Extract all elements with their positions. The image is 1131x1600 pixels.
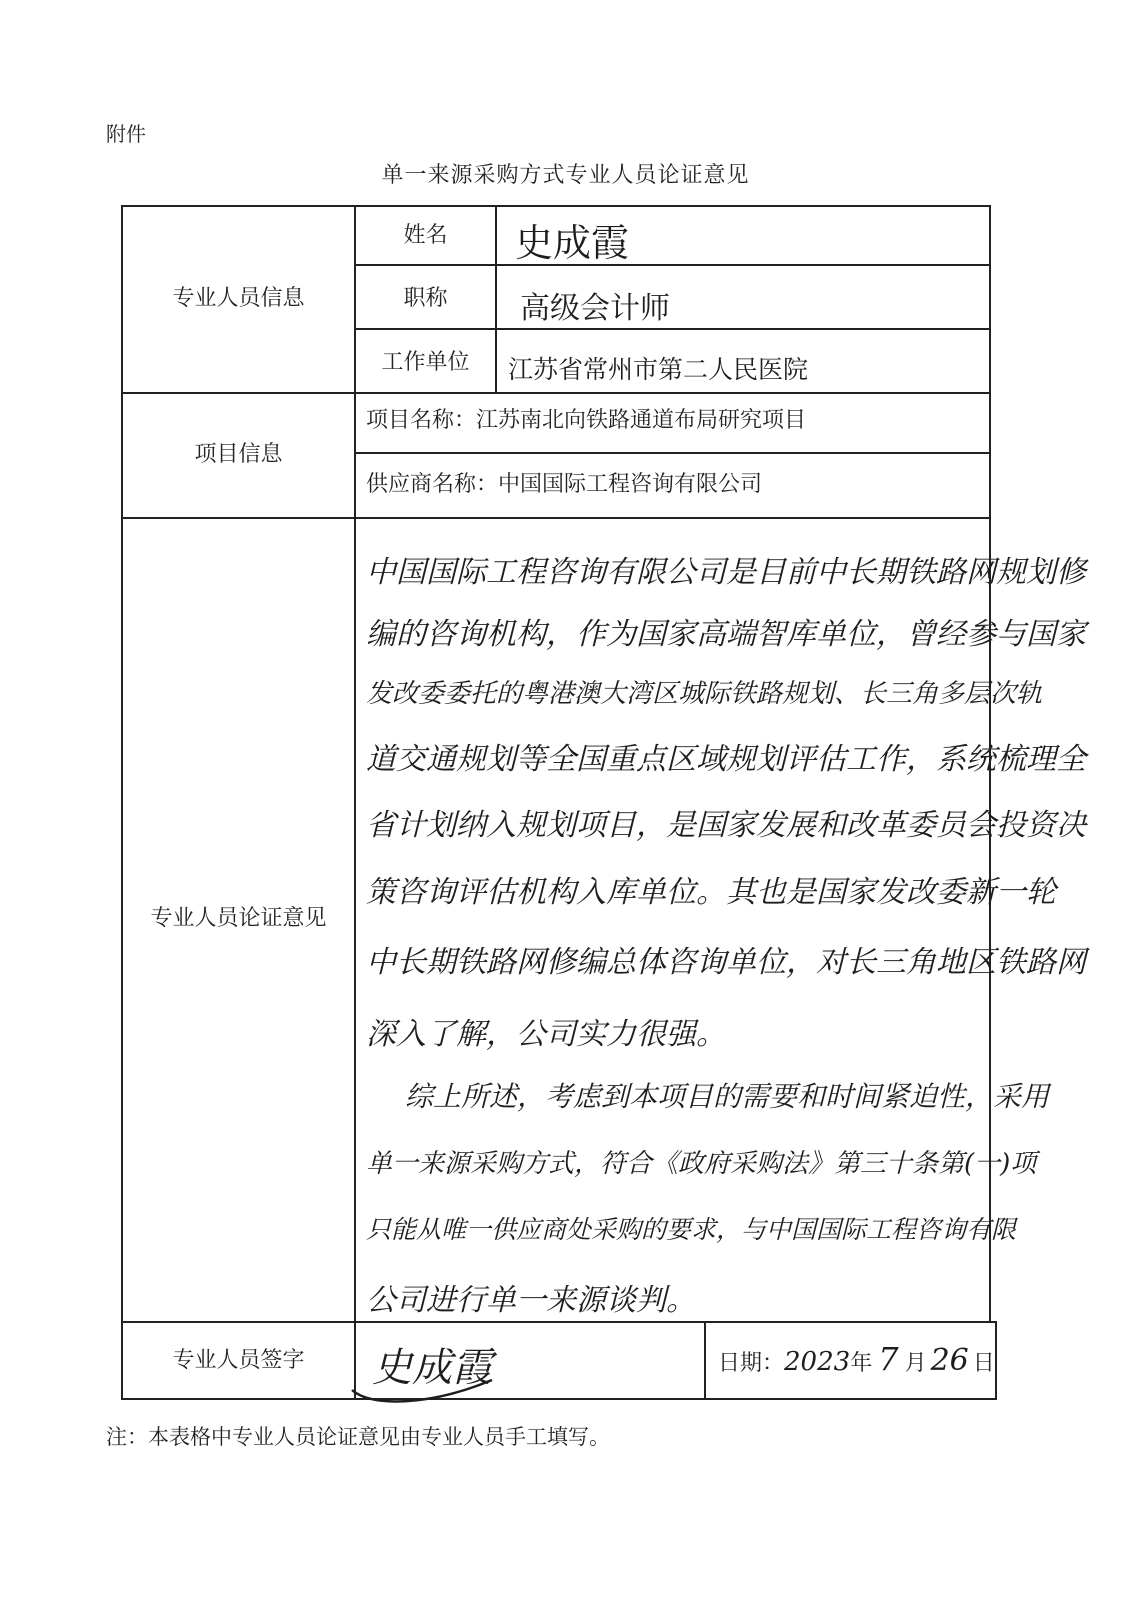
value-title: 高级会计师 <box>520 291 670 326</box>
date-year-suffix: 年 <box>850 1351 873 1376</box>
opinion-line: 道交通规划等全国重点区域规划评估工作，系统梳理全 <box>366 742 1086 777</box>
opinion-line: 综上所述，考虑到本项目的需要和时间紧迫性，采用 <box>405 1080 1050 1113</box>
label-title: 职称 <box>403 286 448 311</box>
table-border-left <box>121 205 123 1400</box>
column-divider-left <box>354 205 356 1400</box>
date-month-suffix: 月 <box>904 1351 927 1376</box>
opinion-line: 编的咨询机构，作为国家高端智库单位，曾经参与国家 <box>366 617 1086 652</box>
form-title: 单一来源采购方式专业人员论证意见 <box>381 163 750 188</box>
date-day-suffix: 日 <box>972 1351 995 1376</box>
date-day: 26 <box>930 1343 969 1378</box>
row-line-personnel-end <box>121 392 991 394</box>
row-line-project-end <box>121 517 991 519</box>
attachment-label: 附件 <box>106 122 146 146</box>
table-border-top <box>121 205 991 207</box>
opinion-line: 策咨询评估机构入库单位。其也是国家发改委新一轮 <box>366 875 1056 910</box>
opinion-line: 只能从唯一供应商处采购的要求，与中国国际工程咨询有限 <box>366 1215 1017 1244</box>
row-line-project-name <box>354 452 991 454</box>
date-year: 2023 <box>784 1347 851 1377</box>
opinion-line: 省计划纳入规划项目，是国家发展和改革委员会投资决 <box>366 808 1086 843</box>
value-name: 史成霞 <box>515 221 630 265</box>
handwritten-signature: 史成霞 <box>372 1345 492 1391</box>
column-divider-date <box>704 1321 706 1400</box>
supplier-name: 供应商名称：中国国际工程咨询有限公司 <box>366 472 763 497</box>
opinion-line: 中长期铁路网修编总体咨询单位，对长三角地区铁路网 <box>366 945 1086 980</box>
opinion-line: 发改委委托的粤港澳大湾区城际铁路规划、长三角多层次轨 <box>366 679 1043 709</box>
label-personnel-info: 专业人员信息 <box>172 286 305 311</box>
row-line-name <box>354 264 991 266</box>
opinion-line: 单一来源采购方式，符合《政府采购法》第三十条第(一)项 <box>366 1149 1037 1179</box>
footer-note: 注：本表格中专业人员论证意见由专业人员手工填写。 <box>106 1425 610 1449</box>
table-border-bottom <box>121 1398 997 1400</box>
opinion-line: 公司进行单一来源谈判。 <box>366 1283 696 1318</box>
date-month: 7 <box>878 1340 899 1378</box>
row-line-title <box>354 328 991 330</box>
label-signature: 专业人员签字 <box>172 1348 305 1373</box>
date-field <box>718 1340 995 1378</box>
table-border-right-lower <box>995 1322 997 1400</box>
opinion-line: 中国国际工程咨询有限公司是目前中长期铁路网规划修 <box>366 555 1086 590</box>
date-label: 日期： <box>718 1351 785 1376</box>
label-project-info: 项目信息 <box>194 442 283 467</box>
opinion-line: 深入了解，公司实力很强。 <box>366 1017 726 1052</box>
signature-flourish <box>342 1350 512 1410</box>
project-name: 项目名称：江苏南北向铁路通道布局研究项目 <box>366 408 807 433</box>
value-unit: 江苏省常州市第二人民医院 <box>508 355 809 384</box>
row-line-opinion-end <box>121 1321 997 1323</box>
column-divider-personnel <box>495 205 497 393</box>
label-name: 姓名 <box>403 223 448 248</box>
label-opinion: 专业人员论证意见 <box>150 906 327 931</box>
label-unit: 工作单位 <box>381 350 470 375</box>
